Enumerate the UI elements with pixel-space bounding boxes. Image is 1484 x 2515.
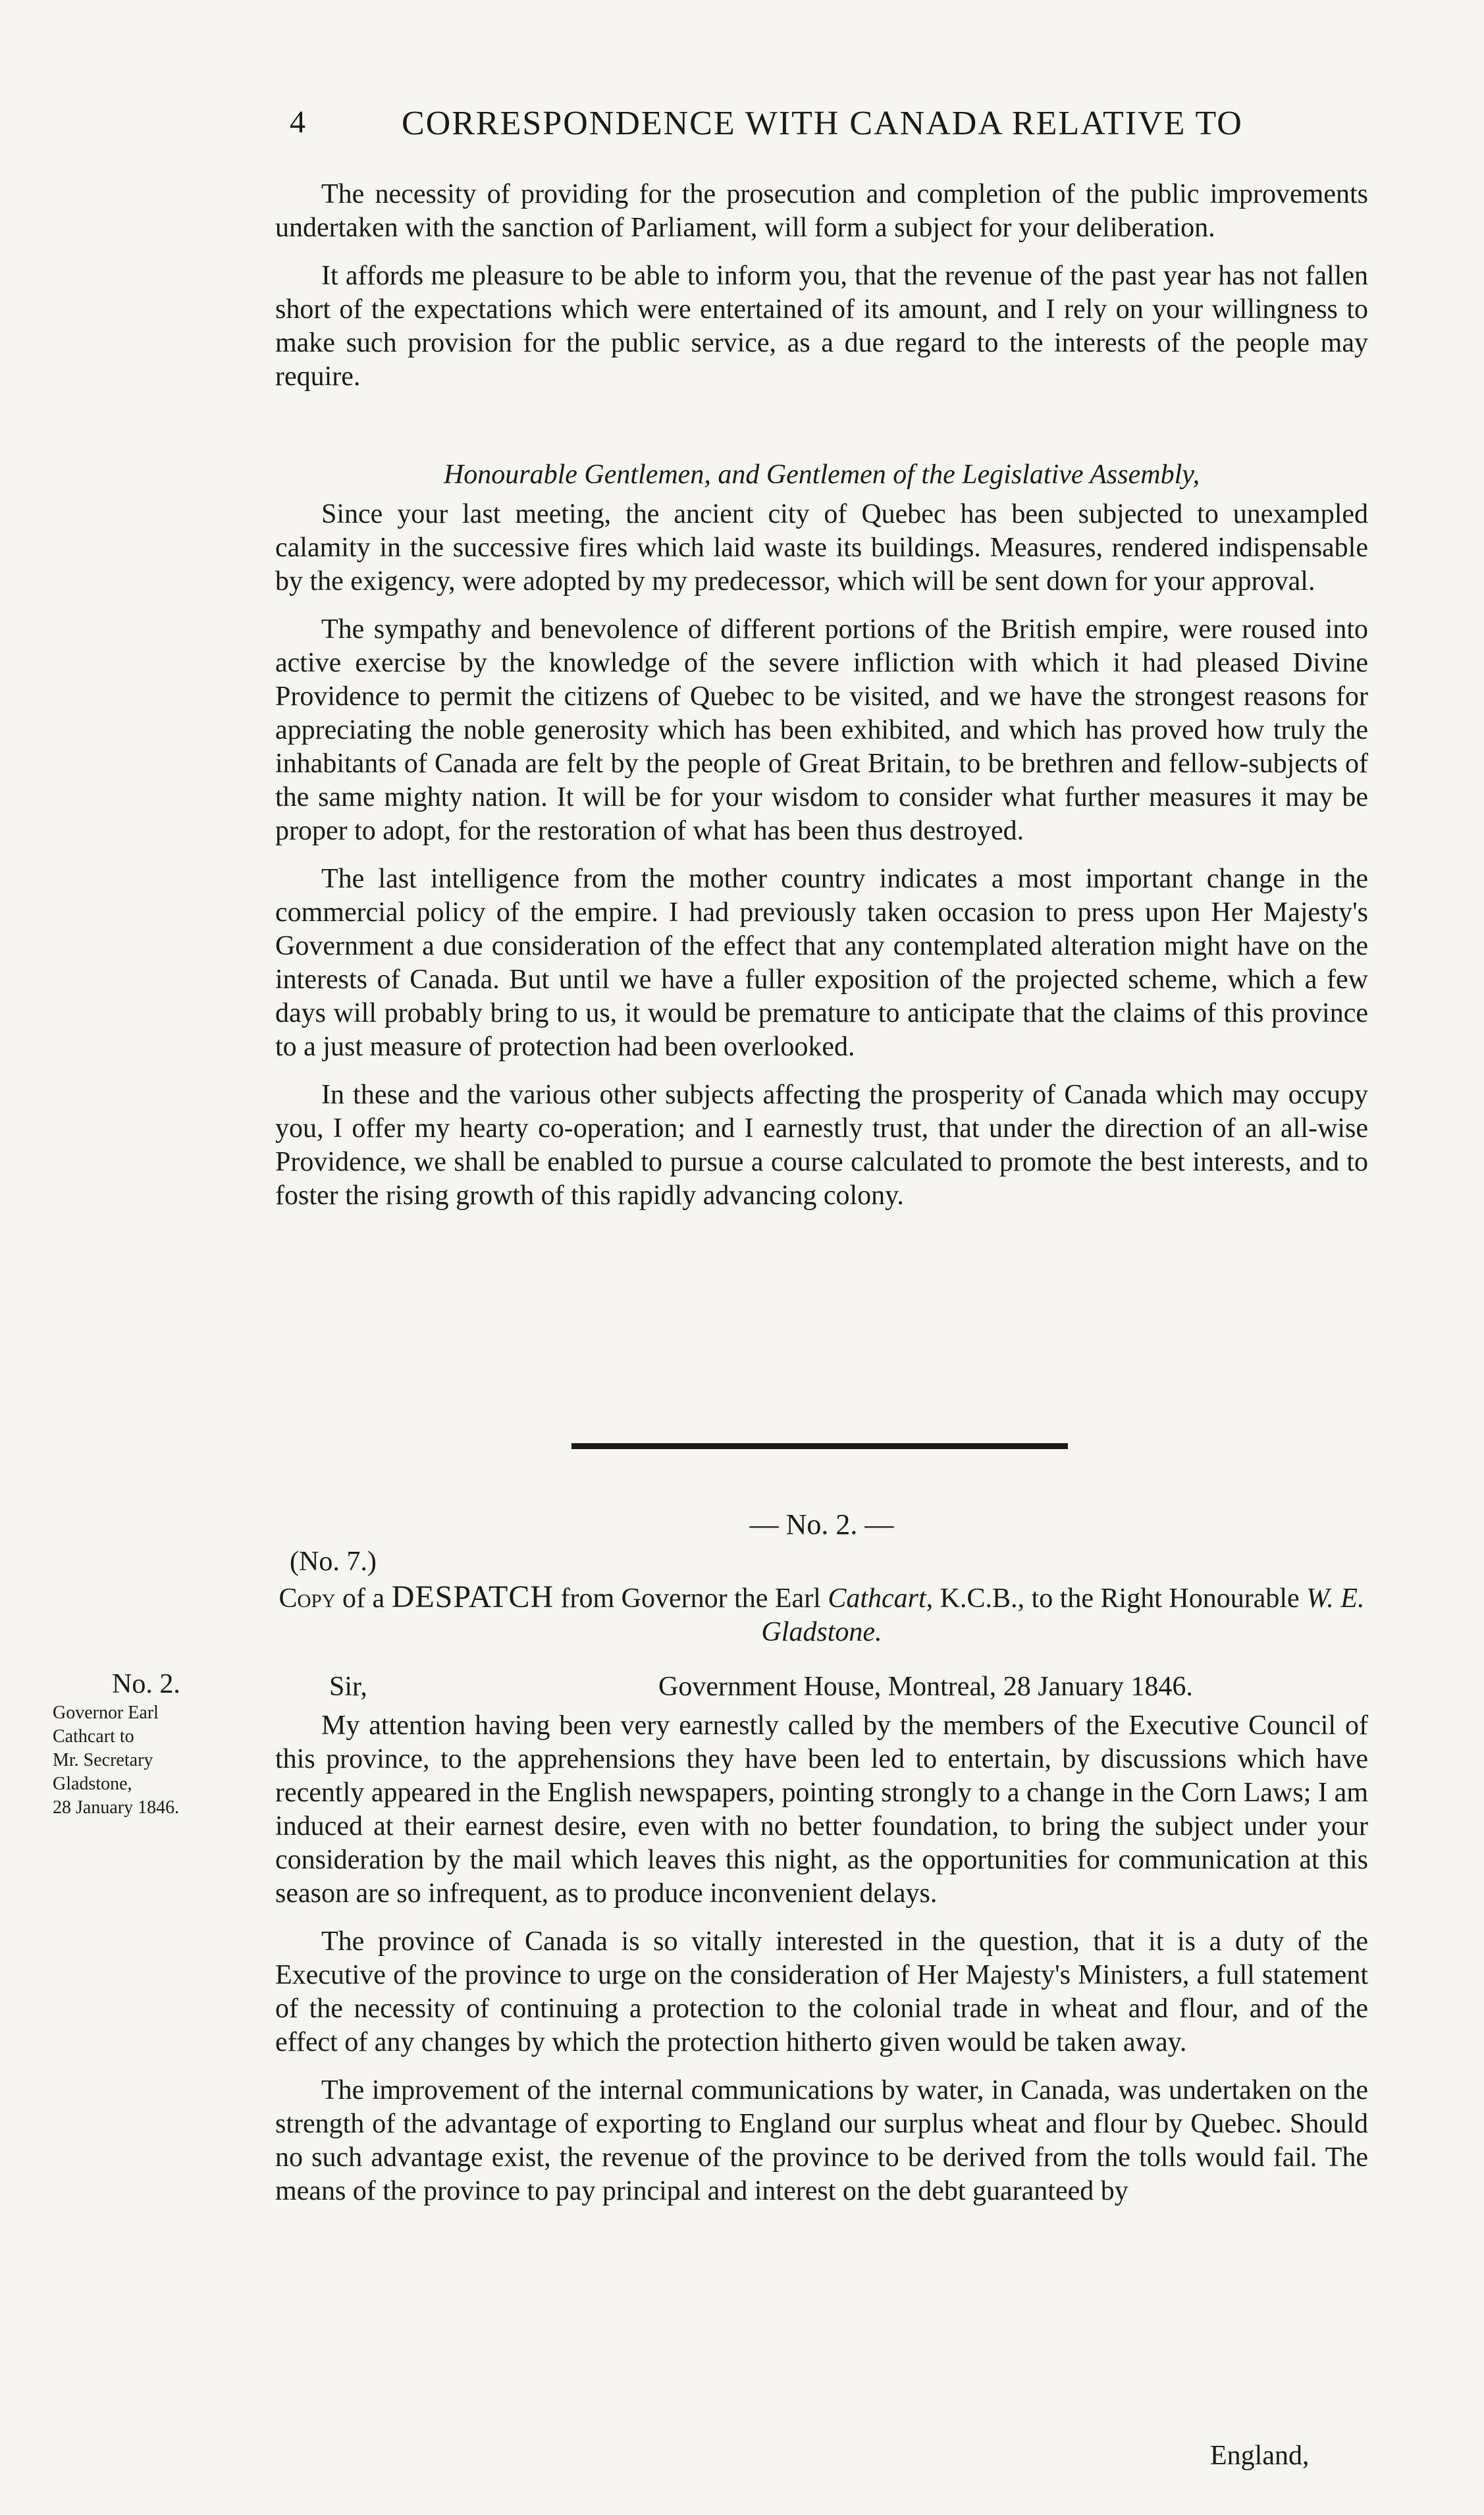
margin-note-line: Mr. Secretary bbox=[53, 1750, 153, 1770]
despatch-title bbox=[275, 1580, 1368, 1649]
despatch-body bbox=[275, 1709, 1368, 2223]
title-of-a: of a bbox=[335, 1583, 392, 1614]
title-to: , to the Right Honourable bbox=[1017, 1583, 1307, 1614]
title-kcb: , K.C.B. bbox=[926, 1583, 1018, 1614]
despatch-reference: (No. 7.) bbox=[290, 1547, 377, 1577]
section-rule bbox=[571, 1443, 1068, 1449]
title-cathcart: Cathcart bbox=[828, 1583, 926, 1614]
page-number: 4 bbox=[290, 105, 305, 140]
despatch-salutation: Sir, bbox=[329, 1672, 367, 1702]
margin-note-line: Gladstone, bbox=[53, 1774, 132, 1794]
document-number: — No. 2. — bbox=[749, 1508, 894, 1541]
speech-paragraph: The sympathy and benevolence of different portions of the British empire, were roused into active exercise by the knowledge of the severe infliction with which it had pleased Divine Providence to permit the citizens of Quebec to be visited, and we have the strongest reasons for appreciating the noble generosity which has been exhibited, and which has proved how truly the inhabitants of Canada are felt by the people of Great Britain, to be brethren and fellow-subjects of the same mighty nation. It will be for your wisdom to consider what further measures it may be proper to adopt, for the restoration of what has been thus destroyed. bbox=[275, 614, 1368, 846]
title-copy: Copy bbox=[278, 1583, 336, 1614]
salutation-line bbox=[329, 1671, 1356, 1703]
title-gladstone: W. E. Gladstone. bbox=[761, 1583, 1365, 1647]
despatch-paragraph: My attention having been very earnestly called by the members of the Executive Council of this province, to the apprehensions they have been led to entertain, by discussions which have recently appeared in the English newspapers, pointing strongly to a change in the Corn Laws; I am induced at their earnest desire, even with no better foundation, to bring the subject under your consideration by the mail which leaves this night, as the opportunities for communication at this season are so infrequent, as to produce inconvenient delays. bbox=[275, 1710, 1368, 1909]
speech-paragraph: It affords me pleasure to be able to inform you, that the revenue of the past year has not fallen short of the expectations which were entertained of its amount, and I rely on your willingness to make such provision for the public service, as a due regard to the interests of the people may require. bbox=[275, 261, 1368, 392]
margin-note-number: No. 2. bbox=[112, 1669, 180, 1699]
despatch-paragraph: The improvement of the internal communications by water, in Canada, was undertaken on the strength of the advantage of exporting to England our surplus wheat and flour by Quebec. Should no such advantage exist, the revenue of the province to be derived from the tolls would fail. The means of the province to pay principal and interest on the debt guaranteed by bbox=[275, 2075, 1368, 2206]
despatch-paragraph: The province of Canada is so vitally interested in the question, that it is a duty of the Executive of the province to urge on the consideration of Her Majesty's Ministers, a full statement of the necessity of continuing a protection to the colonial trade in wheat and flour, and of the effect of any changes by which the protection hitherto given would be taken away. bbox=[275, 1926, 1368, 2057]
title-despatch: DESPATCH bbox=[391, 1579, 554, 1614]
page-header bbox=[290, 104, 1369, 150]
running-title: CORRESPONDENCE WITH CANADA RELATIVE TO bbox=[402, 105, 1243, 142]
speech-paragraph: The necessity of providing for the prosecution and completion of the public improvements undertaken with the sanction of Parliament, will form a subject for your deliberation. bbox=[275, 179, 1368, 243]
margin-note-line: Governor Earl bbox=[53, 1703, 159, 1723]
catchword: England, bbox=[1210, 2441, 1310, 2471]
margin-note bbox=[53, 1669, 270, 1820]
margin-note-line: Cathcart to bbox=[53, 1726, 134, 1747]
speech-paragraph: The last intelligence from the mother country indicates a most important change in the commercial policy of the empire. I had previously taken occasion to press upon Her Majesty's Government a due consideration of the effect that any contemplated alteration might have on the interests of Canada. But until we have a fuller exposition of the projected scheme, which a few days will probably bring to us, it would be premature to anticipate that the claims of this province to a just measure of protection had been overlooked. bbox=[275, 864, 1368, 1062]
speech-salutation: Honourable Gentlemen, and Gentlemen of the Legislative Assembly, bbox=[443, 460, 1200, 490]
title-from: from Governor the Earl bbox=[554, 1583, 828, 1614]
speech-part-two bbox=[275, 498, 1368, 1227]
margin-note-line: 28 January 1846. bbox=[53, 1797, 180, 1818]
speech-part-one bbox=[275, 178, 1368, 408]
speech-paragraph: In these and the various other subjects affecting the prosperity of Canada which may occupy you, I offer my hearty co-operation; and I earnestly trust, that under the direction of an all-wise Providence, we shall be enabled to pursue a course calculated to promote the best interests, and to foster the rising growth of this rapidly advancing colony. bbox=[275, 1080, 1368, 1211]
place-and-date: Government House, Montreal, 28 January 1846. bbox=[658, 1672, 1193, 1702]
speech-paragraph: Since your last meeting, the ancient city of Quebec has been subjected to unexampled calamity in the successive fires which laid waste its buildings. Measures, rendered indispensable by the exigency, were adopted by my predecessor, which will be sent down for your approval. bbox=[275, 499, 1368, 596]
